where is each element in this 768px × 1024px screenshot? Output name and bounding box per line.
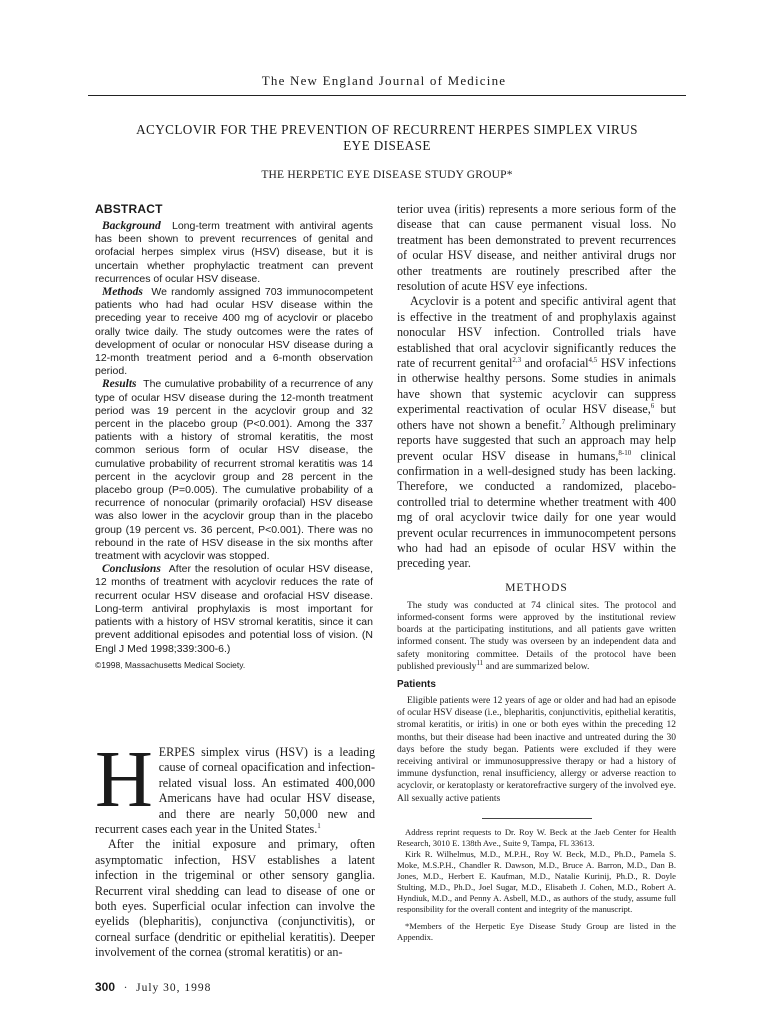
citation-ref: 8-10 — [618, 448, 632, 457]
header-rule — [88, 95, 686, 96]
methods-paragraph — [397, 600, 676, 673]
footnote-members: *Members of the Herpetic Eye Disease Study Group are listed in the Appendix. — [397, 921, 676, 942]
abstract-results-text: The cumulative probability of a recurrence of any type of ocular HSV disease during the 12-month treatment period was 19 percent in the acyclovir group and 32 percent in the placebo group (P<0.001). Among the 337 patients with a history of stromal keratitis, the most common serious form of ocular HSV disease, the cumulative probability of recurrent stromal keratitis was 14 percent in the acyclovir group and 28 percent in the placebo group (P=0.005). The cumulative probability of a recurrence of nonocular (primarily orofacial) HSV disease was also lower in the acyclovir group than in the placebo group (19 percent vs. 36 percent, P<0.001). There was no rebound in the rate of HSV disease in the six months after treatment with acyclovir was stopped. — [95, 378, 373, 563]
patients-heading: Patients — [397, 678, 436, 690]
citation-ref: 4,5 — [588, 356, 598, 365]
abstract-background-head: Background — [102, 220, 161, 232]
abstract-methods-text: We randomly assigned 703 immunocompetent patients who had had ocular HSV disease within the preceding year to receive 400 mg of acyclovir or placebo orally twice daily. The study outcomes were the rates of development of ocular or nonocular HSV disease during a 12-month treatment period and a 6-month observation period. — [95, 286, 373, 378]
methods-heading: METHODS — [505, 581, 568, 594]
intro-paragraph-2: After the initial exposure and primary, often asymptomatic infection, HSV establishes a latent infection in the trigeminal or other sensory ganglia. Recurrent viral shedding can lead to disease of one or both eyes. Superficial ocular infection can involve the eyelids (blepharitis), conjunctiva (conjunctivitis), or corneal surface (dendritic or epithelial keratitis). Deeper involvement of the cornea (stromal keratitis) or an- — [95, 837, 375, 960]
title-line-2: EYE DISEASE — [343, 138, 431, 153]
issue-date: July 30, 1998 — [136, 982, 212, 994]
abstract-conclusions-text: After the resolution of ocular HSV disease, 12 months of treatment with acyclovir reduces the rate of recurrent ocular HSV disease and orofacial HSV disease. Long-term antiviral prophylaxis is most important for patients with a history of HSV stromal keratitis, since it can prevent additional episodes and potential loss of vision. (N Engl J Med 1998;339:300-6.) — [95, 563, 373, 655]
methods-text-a: The study was conducted at 74 clinical sites. The protocol and informed-consent forms were approved by the institutional review boards at the participating institutions, and all patients gave written informed consent. The study was overseen by an independent data and safety monitoring committee. Details of the protocol have been published previously — [397, 600, 676, 672]
footnote-authors: Kirk R. Wilhelmus, M.D., M.P.H., Roy W. Beck, M.D., Ph.D., Pamela S. Moke, M.S.P.H., Chandler R. Dawson, M.D., Bruce A. Barron, M.D., Dan B. Jones, M.D., Herbert E. Kaufman, M.D., Natalie Kurinij, Ph.D., R. Doyle Stulting, M.D., Ph.D., Joel Sugar, M.D., Elisabeth J. Cohen, M.D., Robert A. Hyndiuk, M.D., and Penny A. Asbell, M.D., as authors of the study, assume full responsibility for the overall content and integrity of the manuscript. — [397, 849, 676, 914]
citation-ref: 7 — [561, 417, 566, 426]
article-title — [88, 122, 686, 154]
footnotes — [397, 827, 676, 943]
intro-p3-text-f: clinical confirmation in a well-designed study has been lacking. Therefore, we conducted a randomized, placebo-controlled trial to determine whether treatment with 400 mg of oral acyclovir twice daily for one year would prevent ocular recurrences in immunocompetent persons who had had an episode of ocular HSV within the preceding year. — [397, 448, 676, 571]
intro-p3-text-b: and orofacial — [521, 356, 589, 371]
intro-p3-text-a: Acyclovir is a potent and specific antiviral agent that is effective in the treatment of and prophylaxis against nonocular HSV infection. Controlled trials have established that oral acyclovir significantly reduces the rate of recurrent genital — [397, 294, 676, 371]
page-number: 300 — [95, 980, 116, 994]
intro-p3-text-d: but others have not shown a benefit. — [397, 402, 676, 432]
patients-paragraph: Eligible patients were 12 years of age or older and had had an episode of ocular HSV disease (i.e., blepharitis, conjunctivitis, epithelial keratitis, stromal keratitis, or iritis) in one or both eyes within the preceding 12 months, but their disease had been inactive and untreated during the 30 days before the study began. Patients were excluded if they were receiving antiviral or immunosuppressive therapy or had a history of immune dysfunction, renal insufficiency, allergy or adverse reaction to acyclovir, or keratoplasty or keratorefractive surgery of the involved eye. All sexually active patients — [397, 695, 676, 804]
introduction — [95, 736, 375, 961]
abstract-conclusions — [95, 563, 373, 655]
footnote-reprint: Address reprint requests to Dr. Roy W. Beck at the Jaeb Center for Health Research, 3010 E. 138th Ave., Suite 9, Tampa, FL 33613. — [397, 827, 676, 848]
drop-cap: H — [95, 736, 153, 824]
abstract-results — [95, 378, 373, 563]
abstract-methods-head: Methods — [102, 286, 143, 299]
abstract-heading: ABSTRACT — [95, 202, 163, 216]
copyright-notice: ©1998, Massachusetts Medical Society. — [95, 659, 246, 670]
abstract-column — [95, 202, 373, 671]
page-footer — [95, 980, 211, 994]
citation-ref: 1 — [317, 822, 321, 830]
footnote-rule — [482, 818, 592, 819]
abstract-background — [95, 220, 373, 286]
abstract-methods — [95, 286, 373, 378]
intro-p3-text-c: HSV infections in otherwise healthy persons. Some studies in animals have shown that systemic acyclovir can suppress experimental reactivation of ocular HSV disease, — [397, 356, 676, 417]
abstract-conclusions-head: Conclusions — [102, 563, 161, 576]
intro-paragraph-3 — [397, 294, 676, 571]
methods-text-b: and are summarized below. — [483, 661, 590, 672]
footer-separator: · — [123, 982, 128, 994]
abstract-results-head: Results — [102, 378, 137, 391]
byline: THE HERPETIC EYE DISEASE STUDY GROUP* — [261, 169, 513, 181]
citation-ref: 11 — [476, 658, 484, 667]
citation-ref: 6 — [650, 402, 655, 411]
intro-paragraph-1-text: ERPES simplex virus (HSV) is a leading cause of corneal opacification and infection-related visual loss. An estimated 400,000 Americans have had ocular HSV disease, and there are nearly 50,000 new and recurrent cases each year in the United States. — [95, 745, 375, 837]
running-head: The New England Journal of Medicine — [261, 73, 507, 88]
citation-ref: 2,3 — [512, 356, 522, 365]
title-line-1: ACYCLOVIR FOR THE PREVENTION OF RECURRENT HERPES SIMPLEX VIRUS — [136, 122, 638, 137]
abstract-background-text: Long-term treatment with antiviral agents has been shown to prevent recurrences of genital and orofacial herpes simplex virus (HSV) disease, but it is uncertain whether prophylactic treatment can prevent recurrences of ocular HSV disease. — [95, 220, 373, 285]
intro-p3-text-e: Although preliminary reports have suggested that such an approach may help prevent ocular HSV disease in humans, — [397, 417, 676, 463]
right-column — [397, 202, 676, 805]
intro-paragraph-2-continued: terior uvea (iritis) represents a more serious form of the disease that can cause permanent visual loss. No treatment has been demonstrated to prevent recurrences of ocular HSV disease, and neither antiviral drugs nor other treatments are routinely prescribed after the resolution of acute HSV eye infections. — [397, 202, 676, 294]
